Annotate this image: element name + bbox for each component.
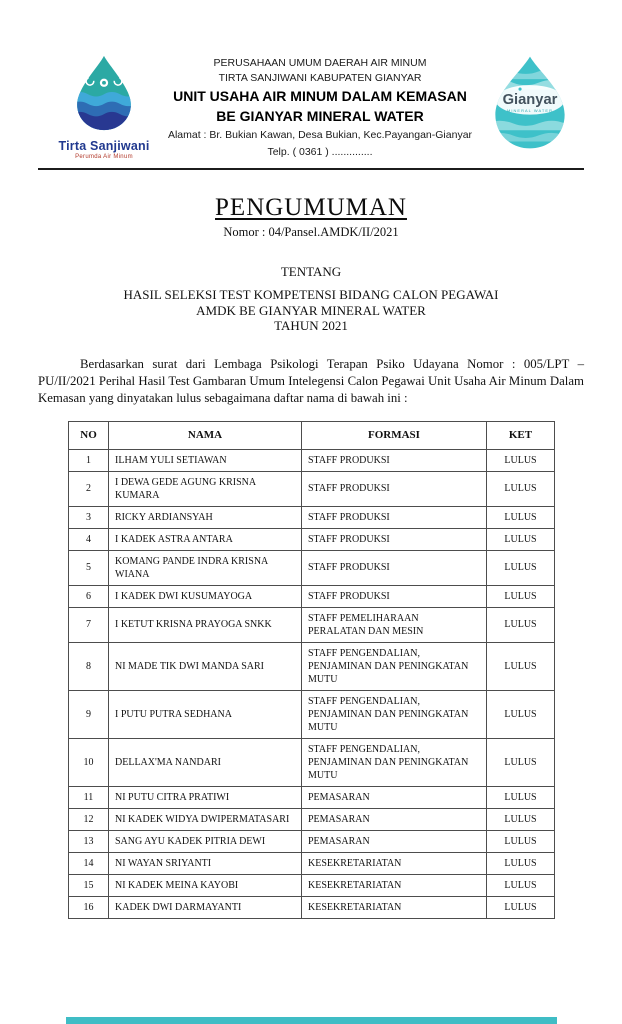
name-cell: I DEWA GEDE AGUNG KRISNA KUMARA — [109, 471, 302, 506]
name-cell: KOMANG PANDE INDRA KRISNA WIANA — [109, 550, 302, 585]
row-number-cell: 15 — [69, 874, 109, 896]
left-logo-tagline: Perumda Air Minum — [75, 154, 133, 160]
status-cell: LULUS — [487, 506, 555, 528]
page-title: PENGUMUMAN — [215, 194, 407, 221]
formation-cell: STAFF PRODUKSI — [302, 550, 487, 585]
row-number-cell: 16 — [69, 896, 109, 918]
name-cell: NI KADEK MEINA KAYOBI — [109, 874, 302, 896]
svg-text:Gianyar: Gianyar — [502, 92, 558, 109]
subject-line-3: TAHUN 2021 — [274, 318, 348, 333]
formation-cell: STAFF PENGENDALIAN, PENJAMINAN DAN PENINGKATAN MUTU — [302, 642, 487, 690]
gianyar-logo — [480, 54, 580, 156]
row-number-cell: 2 — [69, 471, 109, 506]
name-cell: KADEK DWI DARMAYANTI — [109, 896, 302, 918]
formation-cell: PEMASARAN — [302, 830, 487, 852]
intro-paragraph: Berdasarkan surat dari Lembaga Psikologi Terapan Psiko Udayana Nomor : 005/LPT – PU/II/2021 Perihal Hasil Test Gambaran Umum Intelegensi Calon Pegawai Unit Usaha Air Minum Dalam Kemasan yang dinyatakan lulus sebagaimana daftar nama di bawah ini : — [38, 356, 584, 405]
name-cell: I KADEK DWI KUSUMAYOGA — [109, 585, 302, 607]
row-number-cell: 9 — [69, 690, 109, 738]
water-drop-icon — [72, 54, 136, 132]
results-table-header — [69, 421, 555, 449]
row-number-cell: 7 — [69, 607, 109, 642]
name-cell: SANG AYU KADEK PITRIA DEWI — [109, 830, 302, 852]
formation-cell: STAFF PENGENDALIAN, PENJAMINAN DAN PENINGKATAN MUTU — [302, 738, 487, 786]
letterhead — [0, 0, 622, 160]
formation-cell: PEMASARAN — [302, 808, 487, 830]
name-cell: NI WAYAN SRIYANTI — [109, 852, 302, 874]
status-cell: LULUS — [487, 642, 555, 690]
company-line-2: TIRTA SANJIWANI KABUPATEN GIANYAR — [218, 72, 422, 84]
unit-line-1: UNIT USAHA AIR MINUM DALAM KEMASAN — [173, 88, 467, 104]
table-row — [69, 852, 555, 874]
table-row — [69, 528, 555, 550]
formation-cell: STAFF PRODUKSI — [302, 528, 487, 550]
address-line: Alamat : Br. Bukian Kawan, Desa Bukian, Kec.Payangan-Gianyar — [167, 129, 473, 141]
name-cell: DELLAX'MA NANDARI — [109, 738, 302, 786]
table-row — [69, 874, 555, 896]
row-number-cell: 10 — [69, 738, 109, 786]
left-logo-name: Tirta Sanjiwani — [58, 139, 150, 153]
title-block — [0, 194, 622, 334]
table-row — [69, 786, 555, 808]
unit-line-2: BE GIANYAR MINERAL WATER — [216, 108, 424, 124]
table-row — [69, 738, 555, 786]
letterhead-text — [160, 54, 480, 160]
formation-cell: KESEKRETARIATAN — [302, 896, 487, 918]
row-number-cell: 13 — [69, 830, 109, 852]
name-cell: I KADEK ASTRA ANTARA — [109, 528, 302, 550]
status-cell: LULUS — [487, 585, 555, 607]
table-row — [69, 830, 555, 852]
status-cell: LULUS — [487, 471, 555, 506]
subject-line-2: AMDK BE GIANYAR MINERAL WATER — [196, 302, 426, 318]
results-table-body — [69, 449, 555, 918]
status-cell: LULUS — [487, 738, 555, 786]
row-number-cell: 4 — [69, 528, 109, 550]
row-number-cell: 12 — [69, 808, 109, 830]
status-cell: LULUS — [487, 449, 555, 471]
status-cell: LULUS — [487, 830, 555, 852]
document-number: Nomor : 04/Pansel.AMDK/II/2021 — [223, 225, 399, 239]
table-row — [69, 585, 555, 607]
status-cell: LULUS — [487, 607, 555, 642]
table-row — [69, 471, 555, 506]
name-cell: NI MADE TIK DWI MANDA SARI — [109, 642, 302, 690]
table-row — [69, 690, 555, 738]
gianyar-drop-icon — [485, 54, 575, 151]
name-cell: NI PUTU CITRA PRATIWI — [109, 786, 302, 808]
table-row — [69, 449, 555, 471]
formation-cell: STAFF PRODUKSI — [302, 506, 487, 528]
status-cell: LULUS — [487, 874, 555, 896]
name-cell: NI KADEK WIDYA DWIPERMATASARI — [109, 808, 302, 830]
name-cell: RICKY ARDIANSYAH — [109, 506, 302, 528]
header-formasi: FORMASI — [302, 421, 487, 449]
table-row — [69, 607, 555, 642]
company-line-1: PERUSAHAAN UMUM DAERAH AIR MINUM — [213, 57, 427, 69]
status-cell: LULUS — [487, 852, 555, 874]
letterhead-divider — [38, 168, 584, 170]
svg-text:MINERAL WATER: MINERAL WATER — [507, 108, 553, 114]
name-cell: I KETUT KRISNA PRAYOGA SNKK — [109, 607, 302, 642]
status-cell: LULUS — [487, 896, 555, 918]
formation-cell: STAFF PRODUKSI — [302, 585, 487, 607]
name-cell: I PUTU PUTRA SEDHANA — [109, 690, 302, 738]
status-cell: LULUS — [487, 550, 555, 585]
page-bottom-accent-bar — [66, 1017, 557, 1024]
formation-cell: STAFF PEMELIHARAAN PERALATAN DAN MESIN — [302, 607, 487, 642]
formation-cell: STAFF PRODUKSI — [302, 449, 487, 471]
formation-cell: KESEKRETARIATAN — [302, 874, 487, 896]
row-number-cell: 6 — [69, 585, 109, 607]
about-label: TENTANG — [280, 264, 342, 279]
formation-cell: PEMASARAN — [302, 786, 487, 808]
formation-cell: STAFF PRODUKSI — [302, 471, 487, 506]
table-row — [69, 896, 555, 918]
row-number-cell: 8 — [69, 642, 109, 690]
header-no: NO — [69, 421, 109, 449]
formation-cell: STAFF PENGENDALIAN, PENJAMINAN DAN PENINGKATAN MUTU — [302, 690, 487, 738]
row-number-cell: 14 — [69, 852, 109, 874]
table-row — [69, 808, 555, 830]
status-cell: LULUS — [487, 808, 555, 830]
results-table — [68, 421, 555, 919]
row-number-cell: 5 — [69, 550, 109, 585]
formation-cell: KESEKRETARIATAN — [302, 852, 487, 874]
table-row — [69, 550, 555, 585]
subject-line-1: HASIL SELEKSI TEST KOMPETENSI BIDANG CALON PEGAWAI — [123, 287, 499, 302]
tirta-sanjiwani-logo — [48, 54, 160, 160]
status-cell: LULUS — [487, 786, 555, 808]
header-row — [69, 421, 555, 449]
status-cell: LULUS — [487, 690, 555, 738]
name-cell: ILHAM YULI SETIAWAN — [109, 449, 302, 471]
row-number-cell: 1 — [69, 449, 109, 471]
header-ket: KET — [487, 421, 555, 449]
status-cell: LULUS — [487, 528, 555, 550]
phone-line: Telp. ( 0361 ) .............. — [267, 146, 373, 158]
row-number-cell: 3 — [69, 506, 109, 528]
table-row — [69, 642, 555, 690]
table-row — [69, 506, 555, 528]
row-number-cell: 11 — [69, 786, 109, 808]
header-nama: NAMA — [109, 421, 302, 449]
